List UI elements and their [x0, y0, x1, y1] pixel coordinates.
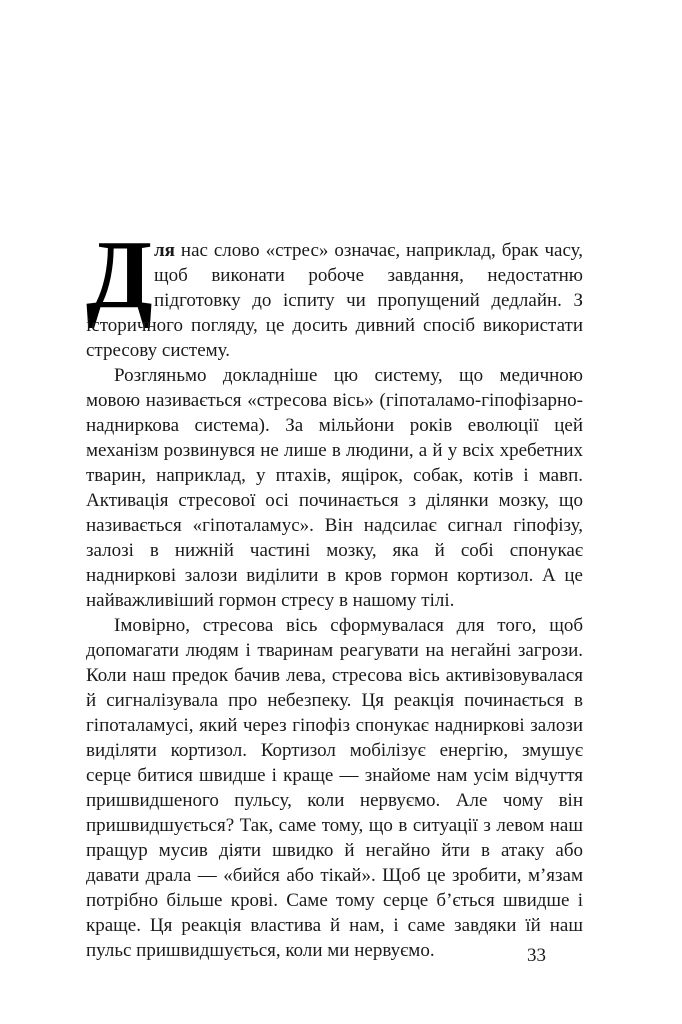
paragraph-first-text: нас слово «стрес» означає, наприклад, брак часу, щоб виконати робоче завдання, недостатню підготовку до іспиту чи пропущений дедлайн. З історичного погляду, це досить дивний спосіб використати стресову систему. — [86, 240, 583, 361]
lead-word-bold: ля — [154, 240, 175, 261]
text-block — [86, 221, 583, 963]
paragraph-second: Розгляньмо докладніше цю систему, що медичною мовою називається «стресова вісь» (гіпоталамо-гіпофізарно-надниркова система). За мільйони років еволюції цей механізм розвинувся не лише в людини, а й у всіх хребетних тварин, наприклад, у птахів, ящірок, собак, котів і мавп. Активація стресової осі починається з ділянки мозку, що називається «гіпоталамус». Він надсилає сигнал гіпофізу, залозі в нижній частині мозку, яка й собі спонукає надниркові залози виділити в кров гормон кортизол. А це найважливіший гормон стресу в нашому тілі. — [86, 365, 583, 611]
page-number: 33 — [527, 945, 546, 966]
drop-cap-letter: Д — [86, 221, 153, 328]
paragraph-third: Імовірно, стресова вісь сформувалася для того, щоб допомагати людям і тваринам реагувати на негайні загрози. Коли наш предок бачив лева, стресова вісь активізовувалася й сигналізувала про небезпеку. Ця реакція починається в гіпоталамусі, який через гіпофіз спонукає надниркові залози виділяти кортизол. Кортизол мобілізує енергію, змушує серце битися швидше і краще — знайоме нам усім відчуття пришвидшеного пульсу, коли нервуємо. Але чому він пришвидшується? Так, саме тому, що в ситуації з левом наш пращур мусив діяти швидко й негайно йти в атаку або давати драла — «бийся або тікай». Щоб це зробити, м’язам потрібно більше крові. Саме тому серце б’ється швидше і краще. Ця реакція властива й нам, і саме завдяки їй наш пульс пришвидшується, коли ми нервуємо. — [86, 615, 583, 961]
paragraph-first — [86, 221, 583, 363]
